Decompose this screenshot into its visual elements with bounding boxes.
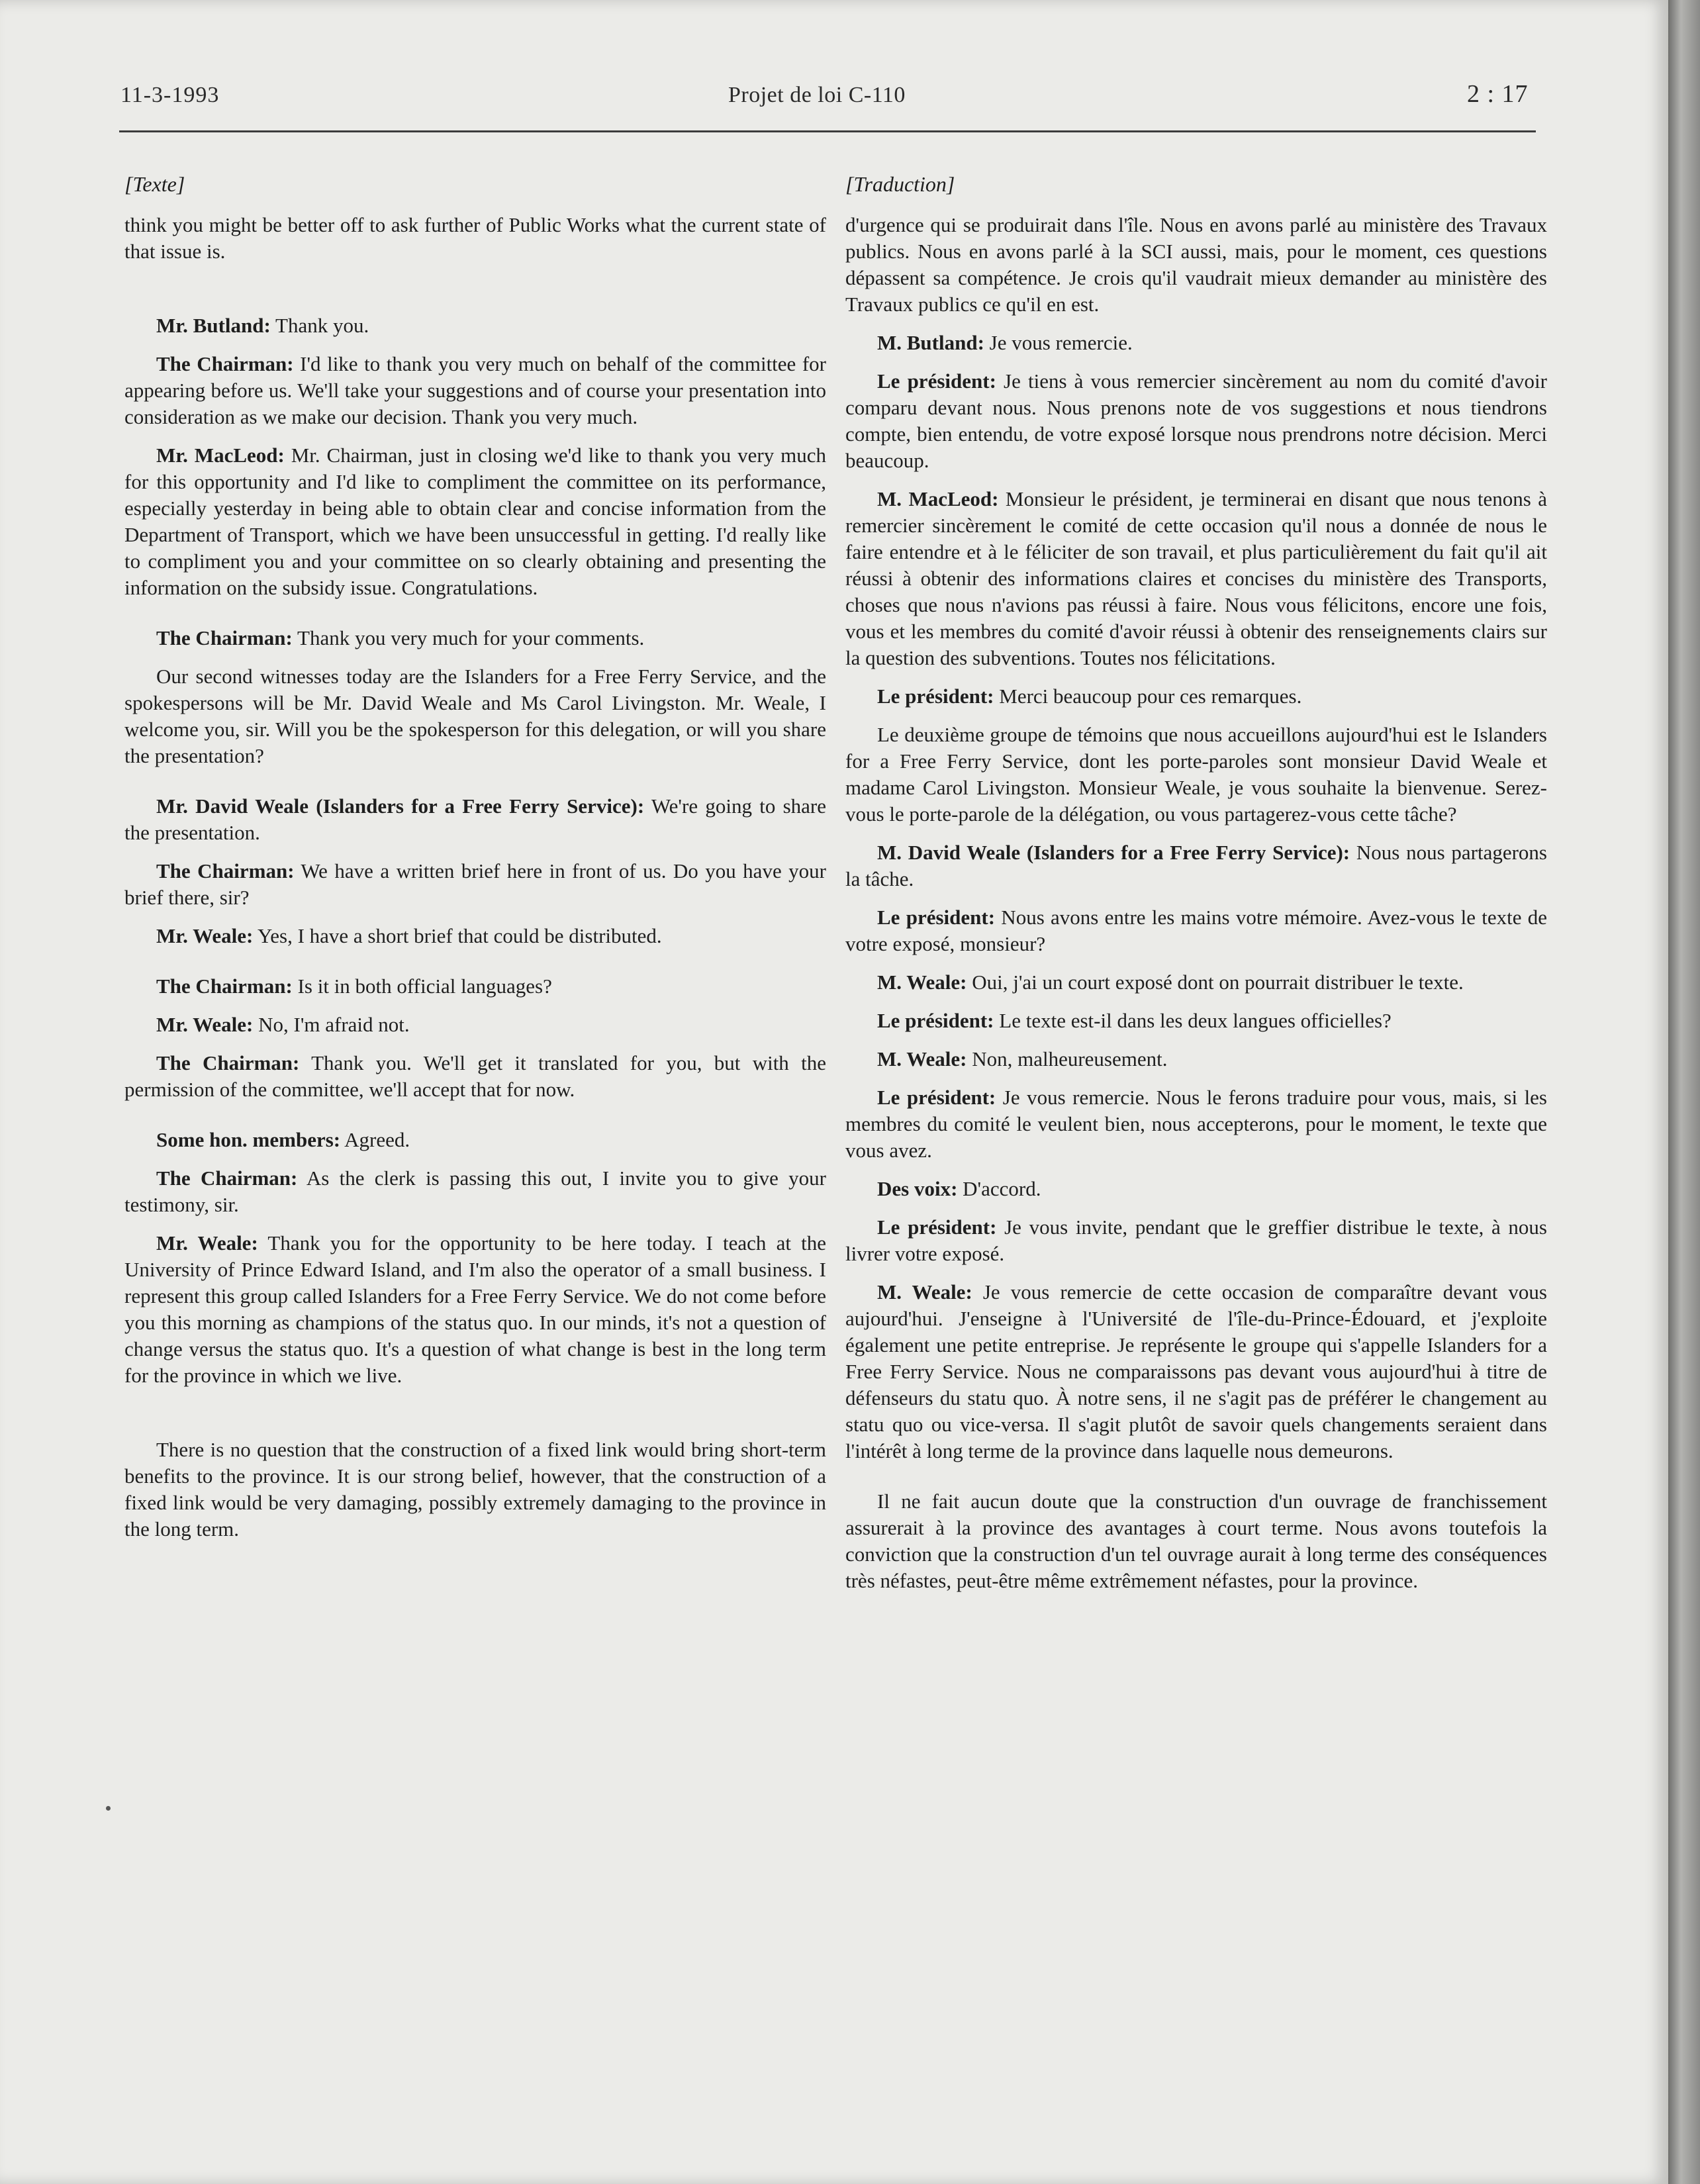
paragraph: Mr. Weale: Thank you for the opportunity to be here today. I teach at the University of Prince Edward Island, and I'm also the operator of a small business. I represent this group called Islanders for a Free Ferry Service. We do not come before you this morning as champions of the status quo. In our minds, it's not a question of change versus the status quo. It's a question of what change is best in the long term for the province in which we live. xyxy=(124,1231,826,1387)
paragraph: Our second witnesses today are the Islanders for a Free Ferry Service, and the spokespersons will be Mr. David Weale and Ms Carol Livingston. Mr. Weale, I welcome you, sir. Will you be the spokesperson for this delegation, or will you share the presentation? xyxy=(124,665,826,767)
paragraph: Il ne fait aucun doute que la construction d'un ouvrage de franchissement assurerait à la province des avantages à court terme. Nous avons toutefois la conviction que la construction d'un tel ouvrage aurait à long terme des conséquences très néfastes, peut-être même extrêmement néfastes, pour la province. xyxy=(845,1490,1547,1592)
paragraph: Some hon. members: Agreed. xyxy=(156,1128,410,1151)
speaker-name: M. Weale: xyxy=(877,971,967,994)
paragraph: M. David Weale (Islanders for a Free Ferry Service): Nous nous partagerons la tâche. xyxy=(845,841,1547,890)
speaker-name: Le président: xyxy=(877,369,996,393)
speaker-name: The Chairman: xyxy=(156,1166,298,1190)
speaker-name: Mr. Weale: xyxy=(156,1013,254,1036)
paragraph: Mr. MacLeod: Mr. Chairman, just in closing we'd like to thank you very much for this opportunity and I'd like to compliment the committee on its performance, especially yesterday in being able to obtain clear and concise information from the Department of Transport, which we have been unsuccessful in getting. I'd really like to compliment you and your committee on so clearly obtaining and presenting the information on the subsidy issue. Congratulations. xyxy=(124,444,826,599)
paragraph: The Chairman: I'd like to thank you very much on behalf of the committee for appearing before us. We'll take your suggestions and of course your presentation into consideration as we make our decision. Thank you very much. xyxy=(124,352,826,428)
paragraph: Le président: Je vous invite, pendant que le greffier distribue le texte, à nous livrer votre exposé. xyxy=(845,1215,1547,1265)
paragraph: think you might be better off to ask further of Public Works what the current state of that issue is. xyxy=(124,213,826,263)
speaker-name: Mr. David Weale (Islanders for a Free Ferry Service): xyxy=(156,794,645,818)
paragraph: Le président: Merci beaucoup pour ces remarques. xyxy=(877,685,1302,708)
speaker-name: Le président: xyxy=(877,1009,994,1032)
speaker-name: Mr. Weale: xyxy=(156,1231,258,1255)
column-label: [Traduction] xyxy=(845,172,955,196)
header-rule xyxy=(119,130,1536,132)
paragraph: The Chairman: We have a written brief here in front of us. Do you have your brief there, sir? xyxy=(124,859,826,909)
speaker-name: M. Weale: xyxy=(877,1047,967,1070)
paragraph: Mr. Weale: No, I'm afraid not. xyxy=(156,1013,410,1036)
speaker-name: Mr. MacLeod: xyxy=(156,444,285,467)
paragraph: Mr. David Weale (Islanders for a Free Ferry Service): We're going to share the presentation. xyxy=(124,794,826,844)
paragraph: Mr. Butland: Thank you. xyxy=(156,314,369,337)
speaker-name: Le président: xyxy=(877,1215,997,1239)
paragraph: Le deuxième groupe de témoins que nous accueillons aujourd'hui est le Islanders for a Free Ferry Service, dont les porte-paroles sont monsieur David Weale et madame Carol Livingston. Monsieur Weale, je vous souhaite la bienvenue. Serez-vous le porte-parole de la délégation, ou vous partagerez-vous cette tâche? xyxy=(845,723,1547,826)
speaker-name: Mr. Butland: xyxy=(156,314,271,337)
paragraph: The Chairman: Thank you very much for your comments. xyxy=(156,626,645,649)
paragraph: Mr. Weale: Yes, I have a short brief that could be distributed. xyxy=(156,924,662,947)
speaker-name: M. MacLeod: xyxy=(877,487,999,510)
paragraph: The Chairman: As the clerk is passing this out, I invite you to give your testimony, sir. xyxy=(124,1166,826,1216)
paragraph: There is no question that the construction of a fixed link would bring short-term benefits to the province. It is our strong belief, however, that the construction of a fixed link would be very damaging, possibly extremely damaging to the province in the long term. xyxy=(124,1438,826,1541)
speaker-name: The Chairman: xyxy=(156,626,293,649)
paragraph: Le président: Le texte est-il dans les deux langues officielles? xyxy=(877,1009,1392,1032)
paragraph: M. Weale: Non, malheureusement. xyxy=(877,1047,1168,1070)
paragraph: Des voix: D'accord. xyxy=(877,1177,1041,1200)
speaker-name: Le président: xyxy=(877,906,996,929)
paragraph: M. Butland: Je vous remercie. xyxy=(877,331,1133,354)
speaker-name: Mr. Weale: xyxy=(156,924,254,947)
column-label: [Texte] xyxy=(124,172,185,196)
speaker-name: The Chairman: xyxy=(156,352,294,375)
paragraph: M. Weale: Je vous remercie de cette occasion de comparaître devant vous aujourd'hui. J'enseigne à l'Université de l'île-du-Prince-Édouard, et j'exploite également une petite entreprise. Je représente le groupe qui s'appelle Islanders for a Free Ferry Service. Nous ne comparaissons pas devant vous aujourd'hui à titre de défenseurs du statu quo. À notre sens, il ne s'agit pas de préférer le changement au statu quo ou vice-versa. Il s'agit plutôt de savoir quels changements seraient dans l'intérêt à long terme de la province dans laquelle nous demeurons. xyxy=(845,1280,1547,1462)
paragraph: The Chairman: Thank you. We'll get it translated for you, but with the permission of the committee, we'll accept that for now. xyxy=(124,1051,826,1101)
paragraph: d'urgence qui se produirait dans l'île. Nous en avons parlé au ministère des Travaux publics. Nous en avons parlé à la SCI aussi, mais, pour le moment, ces questions dépassent sa compétence. Je crois qu'il vaudrait mieux demander au ministère des Travaux publics ce qu'il en est. xyxy=(845,213,1547,316)
paragraph: M. Weale: Oui, j'ai un court exposé dont on pourrait distribuer le texte. xyxy=(877,971,1464,994)
speaker-name: The Chairman: xyxy=(156,974,293,998)
speaker-name: M. Butland: xyxy=(877,331,984,354)
english-column xyxy=(124,171,826,1554)
page-edge-shadow xyxy=(1668,0,1700,2184)
speaker-name: Le président: xyxy=(877,1086,996,1109)
speaker-name: M. Weale: xyxy=(877,1280,972,1304)
speaker-name: Some hon. members: xyxy=(156,1128,341,1151)
speaker-name: Le président: xyxy=(877,685,994,708)
paragraph: Le président: Nous avons entre les mains votre mémoire. Avez-vous le texte de votre exposé, monsieur? xyxy=(845,906,1547,955)
speaker-name: The Chairman: xyxy=(156,1051,300,1074)
speaker-name: Des voix: xyxy=(877,1177,958,1200)
speaker-name: The Chairman: xyxy=(156,859,295,882)
paragraph: Le président: Je vous remercie. Nous le ferons traduire pour vous, mais, si les membres du comité le veulent bien, nous accepterons, pour le moment, le texte que vous avez. xyxy=(845,1086,1548,1162)
scan-dot xyxy=(106,1806,111,1811)
speaker-name: M. David Weale (Islanders for a Free Ferry Service): xyxy=(877,841,1350,864)
header-date: 11-3-1993 xyxy=(120,83,220,107)
french-column xyxy=(845,171,1547,1606)
header-page-number: 2 : 17 xyxy=(1467,80,1529,108)
paragraph: M. MacLeod: Monsieur le président, je terminerai en disant que nous tenons à remercier sincèrement le comité de cette occasion qu'il nous a donnée de nous le faire entendre et à le féliciter de son travail, et plus particulièrement du fait qu'il ait réussi à obtenir des informations claires et concises du ministère des Transports, choses que nous n'avions pas réussi à faire. Nous vous félicitons, encore une fois, vous et les membres du comité d'avoir réussi à obtenir des renseignements clairs sur la question des subventions. Toutes nos félicitations. xyxy=(845,487,1548,669)
header-bill-title: Projet de loi C-110 xyxy=(728,83,906,107)
paragraph: Le président: Je tiens à vous remercier sincèrement au nom du comité d'avoir comparu devant nous. Nous prenons note de vos suggestions et nous tiendrons compte, bien entendu, de votre exposé lorsque nous prendrons notre décision. Merci beaucoup. xyxy=(845,369,1547,472)
paragraph: The Chairman: Is it in both official languages? xyxy=(156,974,552,998)
